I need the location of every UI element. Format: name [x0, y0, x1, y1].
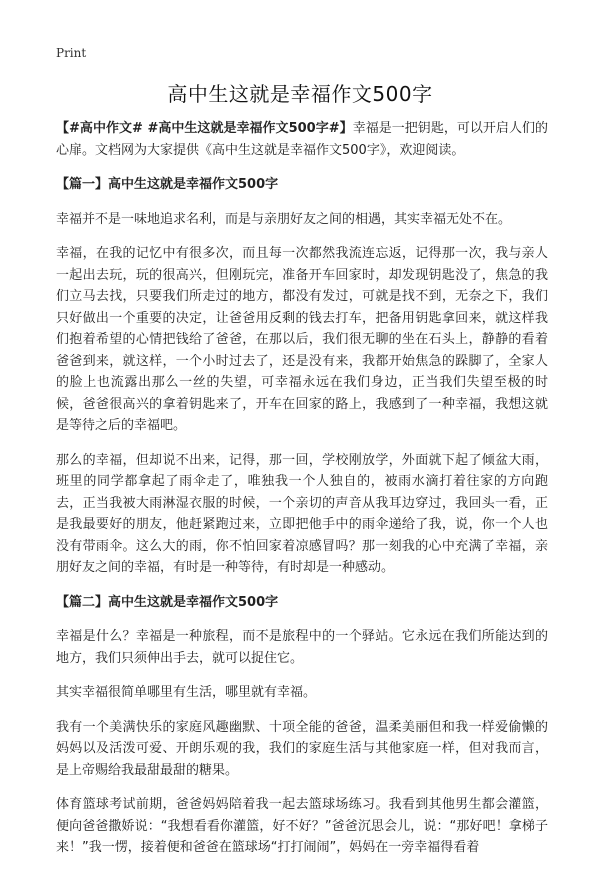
article-body	[56, 118, 548, 872]
paragraph: 幸福，在我的记忆中有很多次，而且每一次都然我流连忘返，记得那一次，我与亲人一起出去玩，玩的很高兴，但刚玩完，准备开车回家时，却发现钥匙没了，焦急的我们立马去找，只要我们所走过的地方，都没有发过，可就是找不到，无奈之下，我们只好做出一个重要的决定，让爸爸用反剩的钱去打车，把备用钥匙拿回来，就这样我们抱着希望的心情把钱给了爸爸，在那以后，我们很无聊的坐在石头上，静静的看着爸爸到来，就这样，一个小时过去了，还是没有来，我都开始焦急的跺脚了，全家人的脸上也流露出那么一丝的失望，可幸福永远在我们身边，正当我们失望至极的时候，爸爸很高兴的拿着钥匙来了，开车在回家的路上，我感到了一种幸福，我想这就是等待之后的幸福吧。	[56, 246, 548, 433]
section-heading-2: 【篇二】高中生这就是幸福作文500字	[56, 594, 279, 610]
intro-tag: 【#高中作文# #高中生这就是幸福作文500字#】	[56, 121, 353, 136]
intro-paragraph	[56, 118, 548, 161]
paragraph: 幸福并不是一味地追求名利，而是与亲朋好友之间的相遇，其实幸福无处不在。	[56, 211, 512, 227]
paragraph: 体育篮球考试前期，爸爸妈妈陪着我一起去篮球场练习。我看到其他男生都会灌篮，便向爸爸撒娇说：“我想看看你灌篮，好不好？”爸爸沉思会儿，说：“那好吧！拿梯子来！”我一愣，接着便和爸爸在篮球场“打打闹闹”，妈妈在一旁幸福得看着	[56, 797, 548, 855]
page-title: 高中生这就是幸福作文500字	[167, 82, 433, 106]
paragraph: 我有一个美满快乐的家庭风趣幽默、十项全能的爸爸，温柔美丽但和我一样爱偷懒的妈妈以及活泼可爱、开朗乐观的我，我们的家庭生活与其他家庭一样，但对我而言，是上帝赐给我最甜最甜的糖果。	[56, 719, 548, 778]
print-link[interactable]: Print	[56, 46, 87, 60]
intro-text: 幸福是一把钥匙，可以开启人们的心扉。文档网为大家提供《高中生这就是幸福作文500字》，欢迎阅读。	[56, 121, 548, 158]
paragraph: 那么的幸福，但却说不出来，记得，那一回，学校刚放学，外面就下起了倾盆大雨，班里的同学都拿起了雨伞走了，唯独我一个人独自的，被雨水滴打着往家的方向跑去，正当我被大雨淋湿衣服的时候，一个亲切的声音从我耳边穿过，我回头一看，正是我最要好的朋友，他赶紧跑过来，立即把他手中的雨伞递给了我，说，你一个人也没有带雨伞。这么大的雨，你不怕回家着凉感冒吗？那一刻我的心中充满了幸福，亲朋好友之间的幸福，有时是一种等待，有时却是一种感动。	[56, 452, 548, 575]
paragraph: 幸福是什么？幸福是一种旅程，而不是旅程中的一个驿站。它永远在我们所能达到的地方，我们只须伸出手去，就可以捉住它。	[56, 629, 548, 666]
section-heading-1: 【篇一】高中生这就是幸福作文500字	[56, 177, 279, 192]
paragraph: 其实幸福很简单哪里有生活，哪里就有幸福。	[56, 685, 317, 700]
